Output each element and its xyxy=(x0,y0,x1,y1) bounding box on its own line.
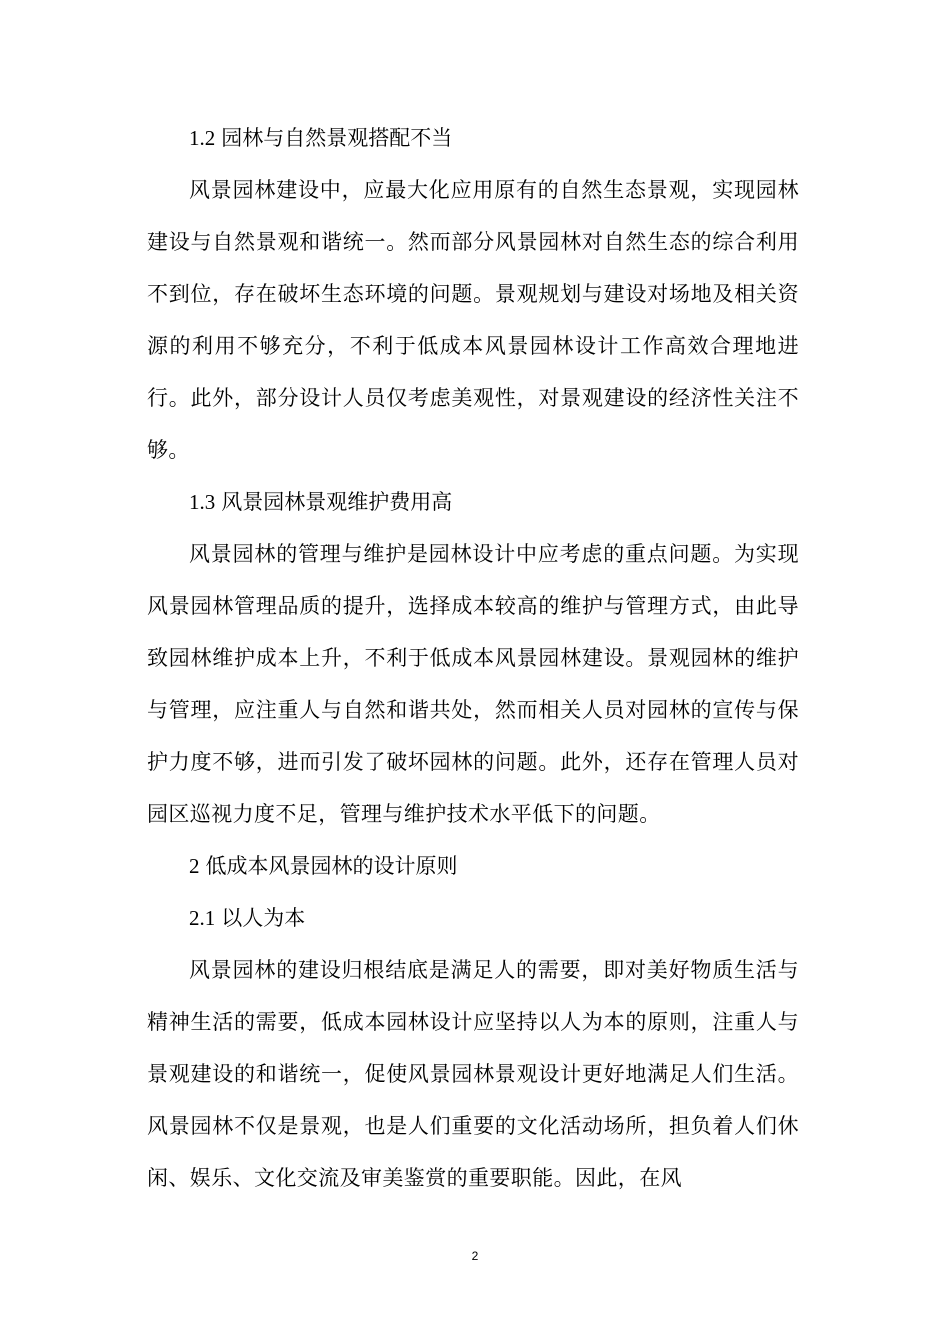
paragraph: 风景园林建设中，应最大化应用原有的自然生态景观，实现园林建设与自然景观和谐统一。然而部分风景园林对自然生态的综合利用不到位，存在破坏生态环境的问题。景观规划与建设对场地及相关资源的利用不够充分，不利于低成本风景园林设计工作高效合理地进行。此外，部分设计人员仅考虑美观性，对景观建设的经济性关注不够。 xyxy=(147,178,799,462)
section-heading-2 xyxy=(147,840,799,892)
page-number: 2 xyxy=(471,1249,479,1263)
section-number: 2.1 xyxy=(189,906,216,930)
paragraph: 风景园林的管理与维护是园林设计中应考虑的重点问题。为实现风景园林管理品质的提升，选择成本较高的维护与管理方式，由此导致园林维护成本上升，不利于低成本风景园林建设。景观园林的维护与管理，应注重人与自然和谐共处，然而相关人员对园林的宣传与保护力度不够，进而引发了破坏园林的问题。此外，还存在管理人员对园区巡视力度不足，管理与维护技术水平低下的问题。 xyxy=(147,542,799,826)
page-body xyxy=(147,112,799,1204)
paragraph: 风景园林的建设归根结底是满足人的需要，即对美好物质生活与精神生活的需要，低成本园林设计应坚持以人为本的原则，注重人与景观建设的和谐统一，促使风景园林景观设计更好地满足人们生活。风景园林不仅是景观，也是人们重要的文化活动场所，担负着人们休闲、娱乐、文化交流及审美鉴赏的重要职能。因此，在风 xyxy=(147,958,799,1190)
section-heading-1-3 xyxy=(147,476,799,528)
section-title: 以人为本 xyxy=(221,906,306,930)
section-title: 风景园林景观维护费用高 xyxy=(221,490,453,514)
section-title: 园林与自然景观搭配不当 xyxy=(221,126,453,150)
section-number: 1.3 xyxy=(189,490,216,514)
section-title: 低成本风景园林的设计原则 xyxy=(205,854,458,878)
section-number: 2 xyxy=(189,854,200,878)
section-heading-1-2 xyxy=(147,112,799,164)
section-number: 1.2 xyxy=(189,126,216,150)
section-heading-2-1 xyxy=(147,892,799,944)
